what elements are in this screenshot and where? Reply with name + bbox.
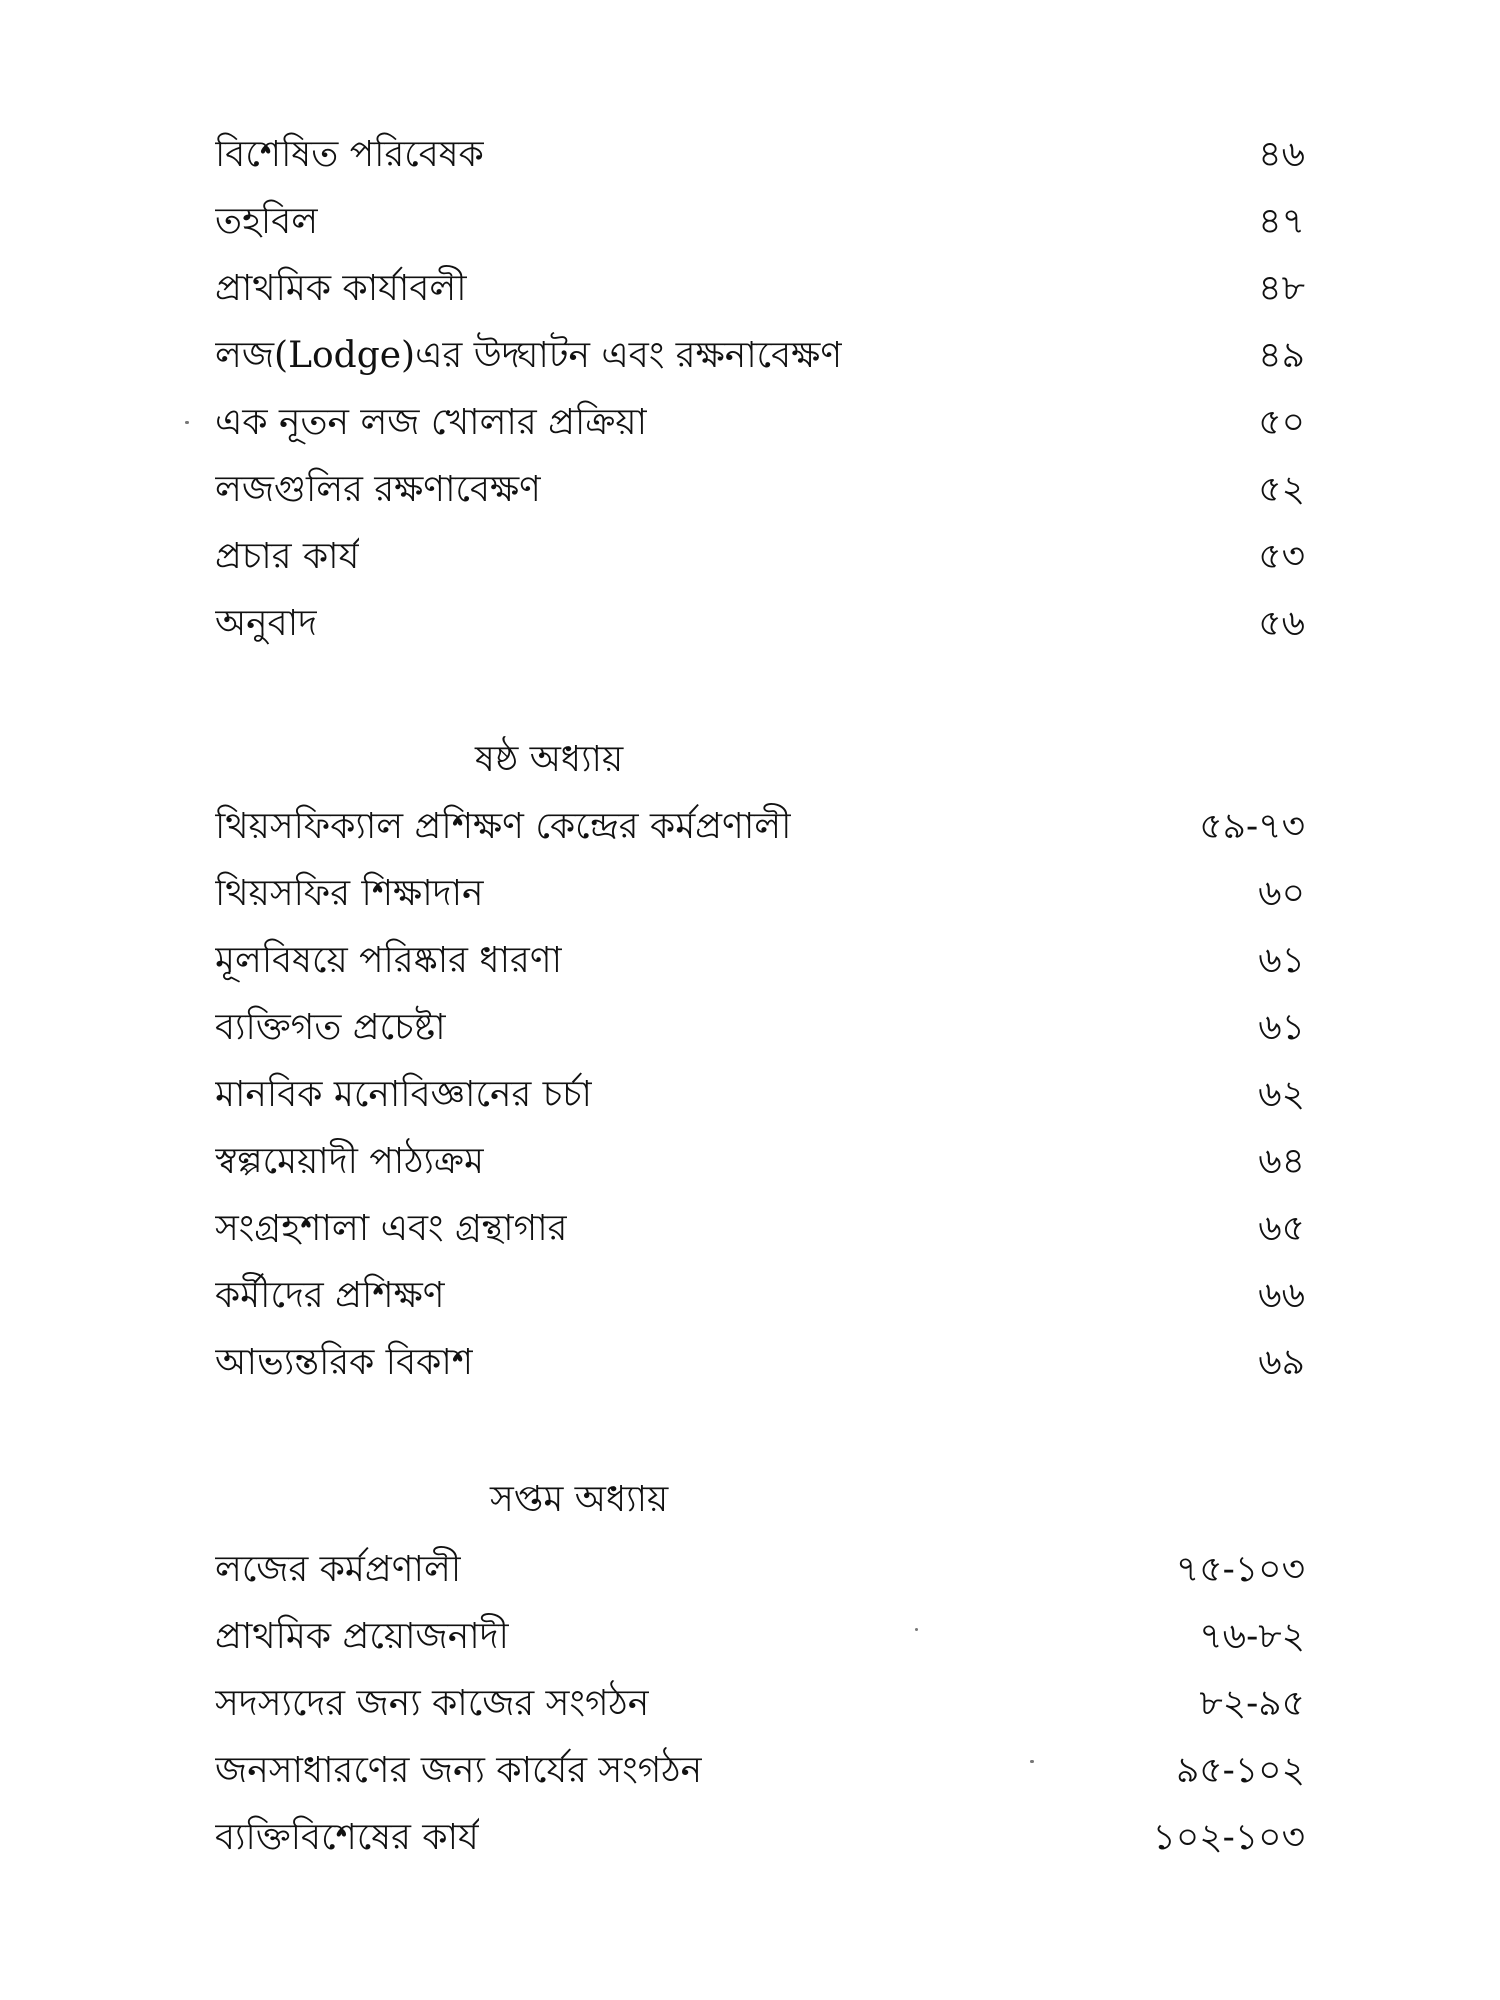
toc-entry-page: ৫২ xyxy=(1258,469,1305,510)
toc-entry-title: থিয়সফির শিক্ষাদান xyxy=(215,873,484,914)
toc-entry xyxy=(215,393,1305,453)
toc-entry-page: ১০২-১০৩ xyxy=(1152,1817,1305,1858)
toc-entry-page: ৪৮ xyxy=(1258,268,1305,309)
toc-entry-title: থিয়সফিক্যাল প্রশিক্ষণ কেন্দ্রের কর্মপ্রণালী xyxy=(215,806,792,847)
toc-entry-page: ৬৬ xyxy=(1258,1275,1305,1316)
toc-entry-page: ৫৯-৭৩ xyxy=(1199,806,1305,847)
toc-entry-page: ৫৬ xyxy=(1258,603,1305,644)
toc-entry-page: ৭৬-৮২ xyxy=(1199,1616,1305,1657)
toc-entry-page: ৬২ xyxy=(1258,1074,1305,1115)
toc-entry-page: ৬০ xyxy=(1258,873,1305,914)
toc-entry-title: লজ(Lodge)এর উদ্ঘাটন এবং রক্ষনাবেক্ষণ xyxy=(215,335,843,376)
toc-entry-page: ৬৫ xyxy=(1258,1208,1305,1249)
scan-speck xyxy=(185,421,189,424)
toc-entry-title: তহবিল xyxy=(215,201,319,242)
toc-entry-page: ৫০ xyxy=(1258,402,1305,443)
toc-entry xyxy=(215,125,1305,185)
toc-entry-title: সদস্যদের জন্য কাজের সংগঠন xyxy=(215,1683,650,1724)
toc-entry-title: স্বল্পমেয়াদী পাঠ্যক্রম xyxy=(215,1141,485,1182)
toc-entry xyxy=(215,1674,1305,1734)
chapter-heading: ষষ্ঠ অধ্যায় xyxy=(475,739,624,780)
toc-entry xyxy=(215,594,1305,654)
toc-entry-page: ৬৯ xyxy=(1258,1342,1305,1383)
toc-entry-title: মানবিক মনোবিজ্ঞানের চর্চা xyxy=(215,1074,592,1115)
toc-entry xyxy=(215,1266,1305,1326)
toc-entry-title: ব্যক্তিগত প্রচেষ্টা xyxy=(215,1007,446,1048)
toc-entry-title: কর্মীদের প্রশিক্ষণ xyxy=(215,1275,445,1316)
scan-speck xyxy=(1030,1760,1034,1763)
toc-entry xyxy=(215,192,1305,252)
toc-entry-page: ৫৩ xyxy=(1258,536,1305,577)
toc-entry-page: ৬১ xyxy=(1258,940,1305,981)
toc-entry xyxy=(215,1808,1305,1868)
toc-entry-title: সংগ্রহশালা এবং গ্রন্থাগার xyxy=(215,1208,568,1249)
toc-entry xyxy=(215,864,1305,924)
toc-entry xyxy=(215,1132,1305,1192)
toc-entry xyxy=(215,931,1305,991)
toc-entry-title: মূলবিষয়ে পরিষ্কার ধারণা xyxy=(215,940,563,981)
chapter-heading: সপ্তম অধ্যায় xyxy=(490,1479,669,1520)
toc-entry-title: লজের কর্মপ্রণালী xyxy=(215,1549,462,1590)
toc-entry-page: ৬১ xyxy=(1258,1007,1305,1048)
toc-entry xyxy=(215,460,1305,520)
toc-entry xyxy=(215,1065,1305,1125)
toc-entry xyxy=(215,998,1305,1058)
toc-entry-page: ৪৯ xyxy=(1258,335,1305,376)
toc-entry-title: আভ্যন্তরিক বিকাশ xyxy=(215,1342,474,1383)
toc-entry-page: ৬৪ xyxy=(1258,1141,1305,1182)
toc-entry-page: ৯৫-১০২ xyxy=(1175,1750,1305,1791)
toc-entry-title: ব্যক্তিবিশেষের কার্য xyxy=(215,1817,479,1858)
toc-entry-title: লজগুলির রক্ষণাবেক্ষণ xyxy=(215,469,541,510)
toc-entry-page: ৮২-৯৫ xyxy=(1199,1683,1305,1724)
toc-entry-page: ৪৬ xyxy=(1258,134,1305,175)
toc-entry xyxy=(215,1333,1305,1393)
toc-entry-page: ৭৫-১০৩ xyxy=(1175,1549,1305,1590)
toc-entry-title: এক নূতন লজ খোলার প্রক্রিয়া xyxy=(215,402,648,443)
toc-entry xyxy=(215,1741,1305,1801)
toc-entry xyxy=(215,527,1305,587)
toc-entry-title: বিশেষিত পরিবেষক xyxy=(215,134,484,175)
toc-entry-title: প্রাথমিক প্রয়োজনাদী xyxy=(215,1616,509,1657)
toc-entry-title: প্রাথমিক কার্যাবলী xyxy=(215,268,467,309)
toc-entry xyxy=(215,326,1305,386)
toc-entry-title: প্রচার কার্য xyxy=(215,536,360,577)
toc-entry-page: ৪৭ xyxy=(1258,201,1305,242)
toc-entry xyxy=(215,1607,1305,1667)
toc-entry xyxy=(215,259,1305,319)
toc-entry-title: জনসাধারণের জন্য কার্যের সংগঠন xyxy=(215,1750,703,1791)
toc-entry xyxy=(215,1540,1305,1600)
scan-speck xyxy=(915,1628,918,1631)
toc-entry-title: অনুবাদ xyxy=(215,603,318,644)
toc-entry xyxy=(215,797,1305,857)
toc-entry xyxy=(215,1199,1305,1259)
